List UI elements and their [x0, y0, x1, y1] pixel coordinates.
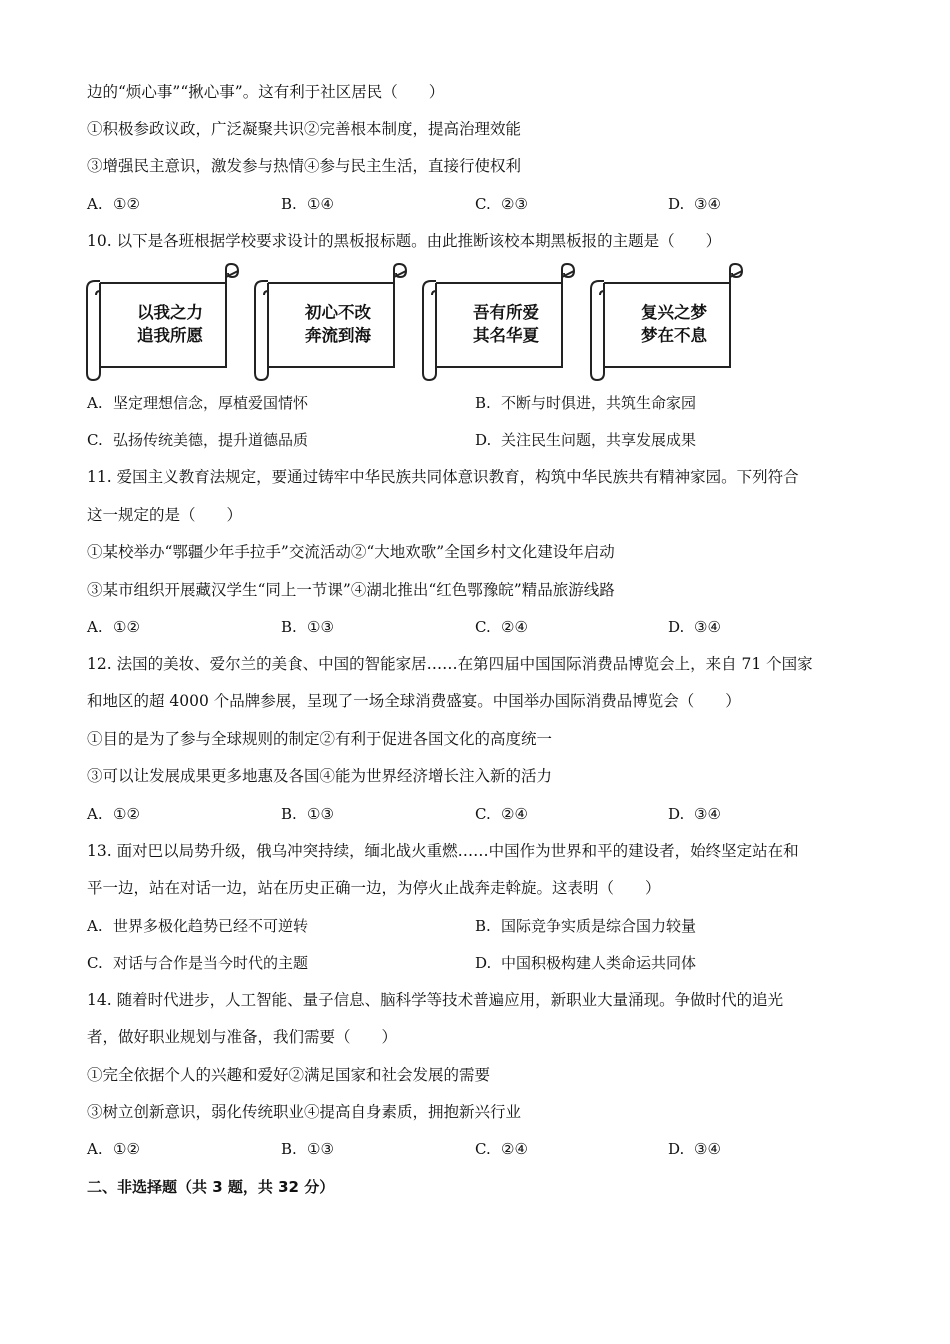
option-a[interactable]: A. 世界多极化趋势已经不可逆转 [87, 917, 309, 935]
statement-line: ③增强民主意识，激发参与热情④参与民主生活，直接行使权利 [87, 157, 522, 175]
scroll-banner-4 [590, 263, 746, 381]
option-c[interactable]: C. 弘扬传统美德，提升道德品质 [87, 431, 309, 449]
question-10-stem: 10. 以下是各班根据学校要求设计的黑板报标题。由此推断该校本期黑板报的主题是（ ） [87, 232, 722, 250]
scroll-title-line: 吾有所爱 [473, 303, 539, 322]
option-b[interactable]: B. ①③ [281, 618, 334, 636]
option-b[interactable]: B. 国际竞争实质是综合国力较量 [475, 917, 697, 935]
question-12-stem-cont: 和地区的超 4000 个品牌参展，呈现了一场全球消费盛宴。中国举办国际消费品博览会（ ） [87, 692, 741, 710]
option-d[interactable]: D. ③④ [668, 805, 721, 823]
section-title: 二、非选择题（共 3 题，共 32 分） [87, 1178, 335, 1196]
option-a[interactable]: A. ①② [87, 618, 140, 636]
statement-line: ③可以让发展成果更多地惠及各国④能为世界经济增长注入新的活力 [87, 767, 553, 785]
statement-line: ①目的是为了参与全球规则的制定②有利于促进各国文化的高度统一 [87, 730, 553, 748]
option-d[interactable]: D. 关注民生问题，共享发展成果 [475, 431, 697, 449]
question-11-stem-cont: 这一规定的是（ ） [87, 506, 243, 524]
statement-line: ③某市组织开展藏汉学生“同上一节课”④湖北推出“红色鄂豫皖”精品旅游线路 [87, 581, 615, 599]
option-c[interactable]: C. ②④ [475, 805, 528, 823]
question-13-stem-cont: 平一边，站在对话一边，站在历史正确一边，为停火止战奔走斡旋。这表明（ ） [87, 879, 661, 897]
option-a[interactable]: A. ①② [87, 1140, 140, 1158]
option-b[interactable]: B. ①③ [281, 1140, 334, 1158]
scroll-title-line: 初心不改 [305, 303, 371, 322]
scroll-banner-1 [86, 263, 242, 381]
option-d[interactable]: D. 中国积极构建人类命运共同体 [475, 954, 697, 972]
statement-line: ①完全依据个人的兴趣和爱好②满足国家和社会发展的需要 [87, 1066, 491, 1084]
statement-line: ①积极参政议政，广泛凝聚共识②完善根本制度，提高治理效能 [87, 120, 522, 138]
option-a[interactable]: A. 坚定理想信念，厚植爱国情怀 [87, 394, 309, 412]
option-d[interactable]: D. ③④ [668, 618, 721, 636]
question-13-stem: 13. 面对巴以局势升级，俄乌冲突持续，缅北战火重燃……中国作为世界和平的建设者，始终坚定站在和 [87, 842, 799, 860]
question-9-continuation: 边的“烦心事”“揪心事”。这有利于社区居民（ ） [87, 83, 445, 101]
option-d[interactable]: D. ③④ [668, 1140, 721, 1158]
scroll-title-line: 其名华夏 [473, 326, 539, 345]
scroll-title-line: 奔流到海 [305, 326, 371, 345]
option-a[interactable]: A. ①② [87, 805, 140, 823]
scroll-title-line: 以我之力 [137, 303, 203, 322]
question-14-stem: 14. 随着时代进步，人工智能、量子信息、脑科学等技术普遍应用，新职业大量涌现。争做时代的追光 [87, 991, 784, 1009]
statement-line: ③树立创新意识，弱化传统职业④提高自身素质，拥抱新兴行业 [87, 1103, 522, 1121]
scroll-title-line: 追我所愿 [137, 326, 203, 345]
question-11-stem: 11. 爱国主义教育法规定，要通过铸牢中华民族共同体意识教育，构筑中华民族共有精神家园。下列符合 [87, 468, 799, 486]
question-12-stem: 12. 法国的美妆、爱尔兰的美食、中国的智能家居……在第四届中国国际消费品博览会上，来自 71 个国家 [87, 655, 813, 673]
option-c[interactable]: C. ②④ [475, 618, 528, 636]
option-c[interactable]: C. ②③ [475, 195, 528, 213]
question-14-stem-cont: 者，做好职业规划与准备，我们需要（ ） [87, 1028, 398, 1046]
scroll-title-line: 梦在不息 [641, 326, 707, 345]
scroll-banner-2 [254, 263, 410, 381]
option-c[interactable]: C. 对话与合作是当今时代的主题 [87, 954, 309, 972]
scroll-title-line: 复兴之梦 [641, 303, 707, 322]
option-b[interactable]: B. ①③ [281, 805, 334, 823]
option-a[interactable]: A. ①② [87, 195, 140, 213]
statement-line: ①某校举办“鄂疆少年手拉手”交流活动②“大地欢歌”全国乡村文化建设年启动 [87, 543, 615, 561]
option-c[interactable]: C. ②④ [475, 1140, 528, 1158]
option-b[interactable]: B. 不断与时俱进，共筑生命家园 [475, 394, 697, 412]
option-d[interactable]: D. ③④ [668, 195, 721, 213]
option-b[interactable]: B. ①④ [281, 195, 334, 213]
scroll-banner-3 [422, 263, 578, 381]
